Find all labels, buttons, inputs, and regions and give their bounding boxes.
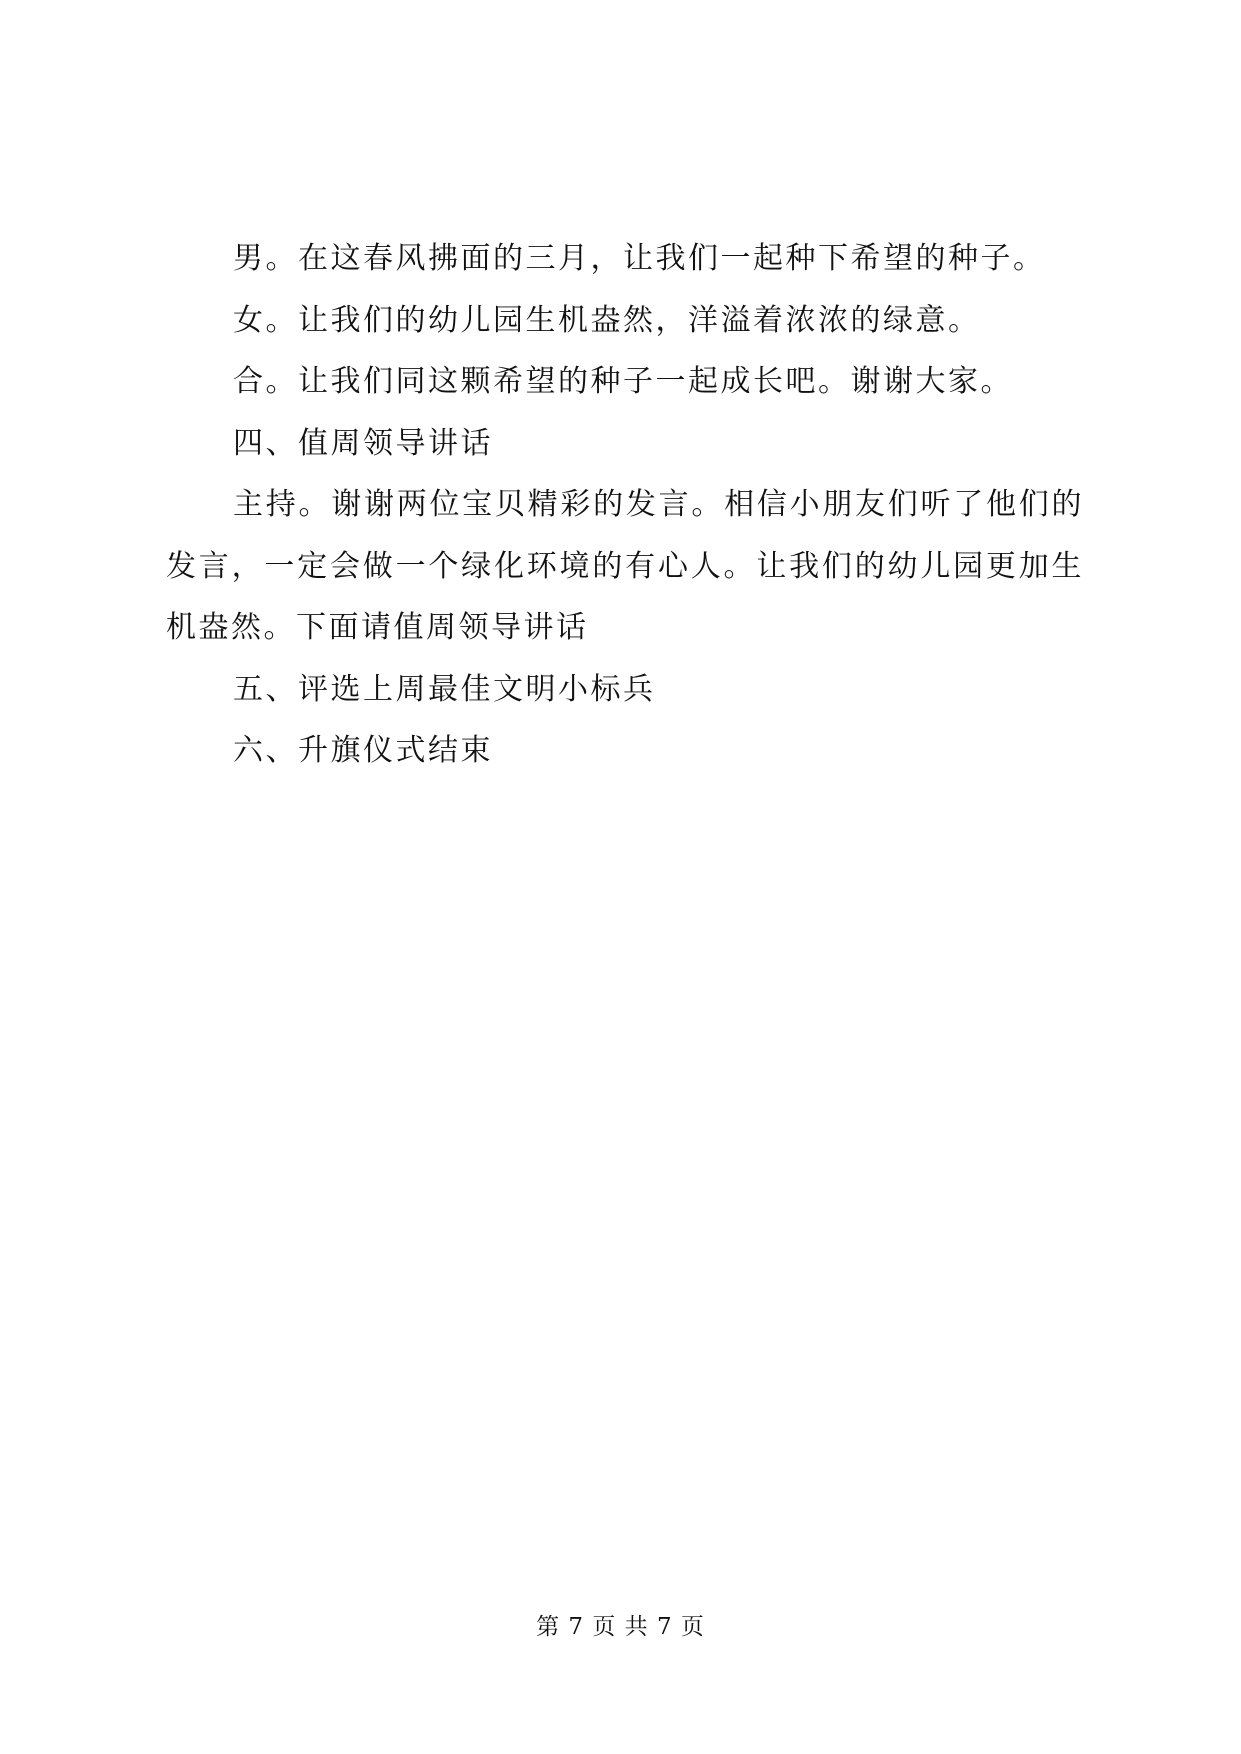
section-heading-leader-speech: 四、值周领导讲话 (233, 425, 493, 461)
paragraph-male-line: 男。在这春风拂面的三月，让我们一起种下希望的种子。 (233, 241, 1046, 276)
paragraph-female-line: 女。让我们的幼儿园生机盎然，洋溢着浓浓的绿意。 (233, 302, 981, 338)
section-heading-ceremony-end: 六、升旗仪式结束 (233, 733, 493, 768)
document-body (166, 228, 1084, 782)
paragraph-together-line: 合。让我们同这颗希望的种子一起成长吧。谢谢大家。 (233, 364, 1013, 399)
paragraph-host-line: 主持。谢谢两位宝贝精彩的发言。相信小朋友们听了他们的发言，一定会做一个绿化环境的有心人。让我们的幼儿园更加生机盎然。下面请值周领导讲话 (166, 487, 1084, 645)
section-heading-award: 五、评选上周最佳文明小标兵 (233, 671, 656, 707)
page-number-footer: 第 7 页 共 7 页 (536, 1614, 705, 1640)
